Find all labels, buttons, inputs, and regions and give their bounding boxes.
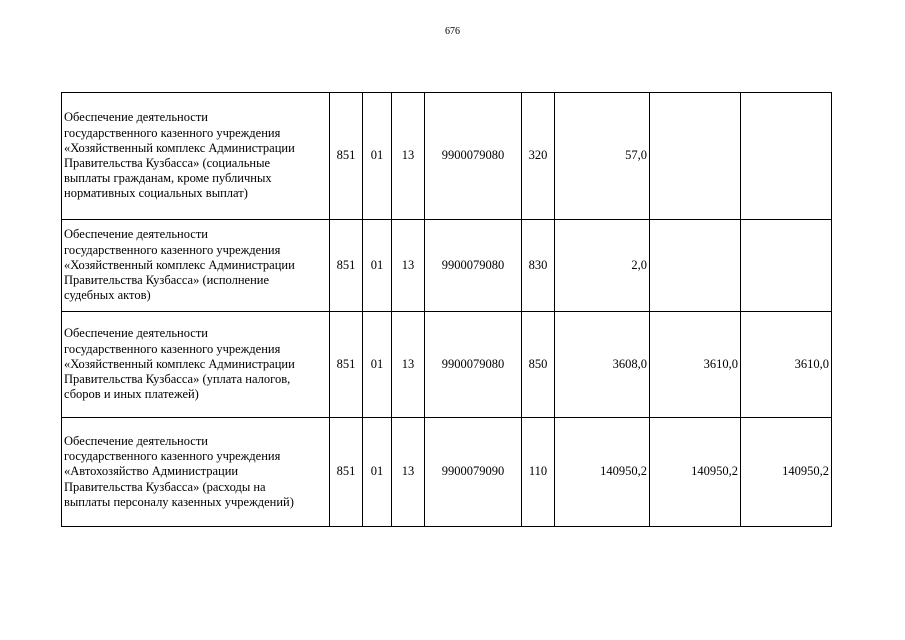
section-code: 01: [363, 220, 392, 312]
subsection-code: 13: [392, 312, 425, 418]
subsection-code: 13: [392, 93, 425, 220]
row-description: Обеспечение деятельности государственного казенного учреждения «Автохозяйство Администрации Правительства Кузбасса» (расходы на выплаты персоналу казенных учреждений): [62, 418, 330, 527]
amount-1: 57,0: [555, 93, 650, 220]
amount-3: [741, 220, 832, 312]
ministry-code: 851: [330, 93, 363, 220]
amount-3: [741, 93, 832, 220]
target-article-code: 9900079080: [425, 312, 522, 418]
expense-type-code: 830: [522, 220, 555, 312]
amount-1: 3608,0: [555, 312, 650, 418]
amount-2: [650, 93, 741, 220]
target-article-code: 9900079090: [425, 418, 522, 527]
row-description: Обеспечение деятельности государственного казенного учреждения «Хозяйственный комплекс Администрации Правительства Кузбасса» (социальные выплаты гражданам, кроме публичных нормативных социальных выплат): [62, 93, 330, 220]
amount-1: 140950,2: [555, 418, 650, 527]
ministry-code: 851: [330, 418, 363, 527]
target-article-code: 9900079080: [425, 93, 522, 220]
page-number: 676: [445, 26, 460, 37]
budget-table: [61, 92, 832, 527]
ministry-code: 851: [330, 220, 363, 312]
table-row: [62, 418, 832, 527]
amount-3: 3610,0: [741, 312, 832, 418]
table-row: [62, 312, 832, 418]
amount-2: 3610,0: [650, 312, 741, 418]
section-code: 01: [363, 418, 392, 527]
table-row: [62, 220, 832, 312]
section-code: 01: [363, 312, 392, 418]
subsection-code: 13: [392, 220, 425, 312]
subsection-code: 13: [392, 418, 425, 527]
expense-type-code: 320: [522, 93, 555, 220]
amount-2: [650, 220, 741, 312]
amount-1: 2,0: [555, 220, 650, 312]
amount-3: 140950,2: [741, 418, 832, 527]
row-description: Обеспечение деятельности государственного казенного учреждения «Хозяйственный комплекс Администрации Правительства Кузбасса» (исполнение судебных актов): [62, 220, 330, 312]
row-description: Обеспечение деятельности государственного казенного учреждения «Хозяйственный комплекс Администрации Правительства Кузбасса» (уплата налогов, сборов и иных платежей): [62, 312, 330, 418]
amount-2: 140950,2: [650, 418, 741, 527]
table-row: [62, 93, 832, 220]
expense-type-code: 110: [522, 418, 555, 527]
ministry-code: 851: [330, 312, 363, 418]
expense-type-code: 850: [522, 312, 555, 418]
section-code: 01: [363, 93, 392, 220]
target-article-code: 9900079080: [425, 220, 522, 312]
